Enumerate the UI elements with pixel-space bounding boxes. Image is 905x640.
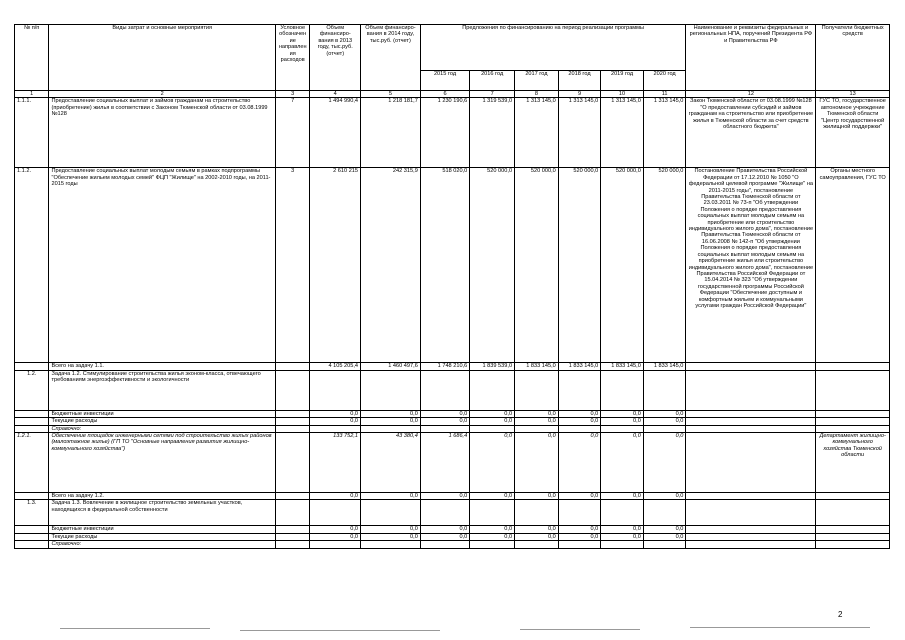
recipient-cell: ГУС ТО, государственное автономное учреждение Тюменской области "Центр государственной жилищной поддержки": [816, 98, 890, 168]
row-num: 1.1.2.: [15, 168, 49, 363]
table-row: [15, 533, 890, 540]
row-description: Обеспечение площадок инженерными сетями под строительство жилых районов (малоэтажное жилье) (ГП ТО "Основные направления развития жилищно-коммунального хозяйства"): [49, 433, 275, 493]
column-number: 13: [816, 91, 890, 98]
value-cell: 520 000,0: [601, 168, 644, 363]
value-cell: 0,0: [420, 493, 469, 500]
table-row: [15, 526, 890, 533]
value-cell: 0,0: [470, 526, 515, 533]
table-row: [15, 541, 890, 548]
value-cell: 1 833 145,0: [643, 363, 686, 370]
value-cell: 0,0: [558, 526, 601, 533]
col-header-year: 2015 год: [420, 71, 469, 91]
column-number: 1: [15, 91, 49, 98]
table-row: [15, 410, 890, 417]
value-cell: 0,0: [310, 533, 361, 540]
col-header-year: 2020 год: [643, 71, 686, 91]
col-header-types: Виды затрат и основные мероприятия: [49, 25, 275, 91]
value-cell: 0,0: [515, 493, 559, 500]
npa-cell: Закон Тюменской области от 03.08.1999 №128 "О предоставлении субсидий и займов гражданам на строительство или приобретение жилья в Тюменской области за счет средств областного бюджета": [686, 98, 816, 168]
value-cell: 0,0: [558, 433, 601, 493]
table-row-task: [15, 500, 890, 526]
value-cell: 0,0: [310, 526, 361, 533]
row-description: Задача 1.3. Вовлечение в жилищное строительство земельных участков, находящихся в федеральной собственности: [49, 500, 275, 526]
col-header-2013: Объем финансиро- вания в 2013 году, тыс.руб. (отчет): [310, 25, 361, 91]
column-number: 8: [515, 91, 559, 98]
col-header-symbol: Условное обозначен ие направлен ия расходов: [275, 25, 309, 91]
value-cell: 0,0: [558, 410, 601, 417]
value-cell: 1 460 497,6: [361, 363, 421, 370]
column-number: 5: [361, 91, 421, 98]
col-header-2014: Объем финансиро- вания в 2014 году, тыс.руб. (отчет): [361, 25, 421, 91]
column-number: 7: [470, 91, 515, 98]
table-row: [15, 433, 890, 493]
value-cell: 1 839 539,0: [470, 363, 515, 370]
value-cell: 0,0: [515, 533, 559, 540]
value-cell: 0,0: [361, 533, 421, 540]
recipient-cell: Органы местного самоуправления, ГУС ТО: [816, 168, 890, 363]
value-cell: 0,0: [558, 493, 601, 500]
table-row: [15, 425, 890, 432]
value-cell: 0,0: [558, 533, 601, 540]
col-header-npa: Наименование и реквизиты федеральных и региональных НПА, поручений Президента РФ и Правительства РФ: [686, 25, 816, 91]
column-number: 12: [686, 91, 816, 98]
value-cell: 0,0: [643, 526, 686, 533]
row-description: Справочно:: [49, 425, 275, 432]
value-cell: 0,0: [601, 410, 644, 417]
row-description: Бюджетные инвестиции: [49, 526, 275, 533]
value-cell: 0,0: [601, 526, 644, 533]
value-cell: 1 313 145,0: [643, 98, 686, 168]
row-description: Текущие расходы: [49, 533, 275, 540]
value-cell: 0,0: [420, 410, 469, 417]
value-cell: 518 020,0: [420, 168, 469, 363]
value-cell: 133 752,1: [310, 433, 361, 493]
value-cell: 0,0: [310, 418, 361, 425]
row-description: Справочно:: [49, 541, 275, 548]
value-cell: 1 748 210,6: [420, 363, 469, 370]
value-cell: 1 833 145,0: [601, 363, 644, 370]
npa-cell: Постановление Правительства Российской Федерации от 17.12.2010 № 1050 "О федеральной целевой программе "Жилище" на 2011-2015 годы", постановление Правительства Тюменской области от 23.03.2011 № 73-п "Об утверждении Положения о порядке предоставления социальных выплат молодым семьям на приобретение или строительство индивидуального жилого дома", постановление Правительства Тюменской области от 16.06.2008 № 142-п "Об утверждении Положения о порядке предоставления социальных выплат молодым семьям на приобретение жилья или строительство индивидуального жилого дома", постановление Правительства Российской Федерации от 15.04.2014 № 323 "Об утверждении государственной программы Российской Федерации "Обеспечение доступным и комфортным жильем и коммунальными услугами граждан Российской Федерации": [686, 168, 816, 363]
table-row-task: [15, 370, 890, 410]
column-number: 6: [420, 91, 469, 98]
value-cell: 0,0: [601, 493, 644, 500]
row-symbol: 3: [275, 168, 309, 363]
value-cell: 1 686,4: [420, 433, 469, 493]
value-cell: 0,0: [470, 533, 515, 540]
table-row-total: [15, 493, 890, 500]
row-description: Предоставление социальных выплат молодым семьям в рамках подпрограммы "Обеспечение жильем молодых семей" ФЦП "Жилище" на 2002-2010 годы, на 2011-2015 годы: [49, 168, 275, 363]
scan-artifact: [690, 627, 870, 628]
col-header-year: 2019 год: [601, 71, 644, 91]
value-cell: 0,0: [420, 418, 469, 425]
value-cell: 0,0: [515, 433, 559, 493]
scan-artifact: [60, 628, 210, 629]
table-row: [15, 418, 890, 425]
value-cell: 1 230 190,6: [420, 98, 469, 168]
col-header-year: 2017 год: [515, 71, 559, 91]
value-cell: 1 313 145,0: [601, 98, 644, 168]
row-num: 1.3.: [15, 500, 49, 526]
row-description: Всего на задачу 1.1.: [49, 363, 275, 370]
column-number: 3: [275, 91, 309, 98]
row-num: 1.1.1.: [15, 98, 49, 168]
value-cell: 0,0: [470, 418, 515, 425]
col-header-recipient: Получатели бюджетных средств: [816, 25, 890, 91]
value-cell: 0,0: [558, 418, 601, 425]
value-cell: 0,0: [361, 418, 421, 425]
value-cell: 0,0: [470, 433, 515, 493]
value-cell: 1 833 145,0: [515, 363, 559, 370]
value-cell: 1 319 539,0: [470, 98, 515, 168]
value-cell: 0,0: [470, 410, 515, 417]
value-cell: 0,0: [420, 533, 469, 540]
scan-artifact: [240, 630, 440, 631]
column-number: 10: [601, 91, 644, 98]
column-number: 11: [643, 91, 686, 98]
value-cell: 0,0: [643, 418, 686, 425]
row-num: 1.2.1.: [15, 433, 49, 493]
table-row: [15, 98, 890, 168]
value-cell: 0,0: [420, 526, 469, 533]
column-number-row: [15, 91, 890, 98]
value-cell: 0,0: [310, 410, 361, 417]
column-number: 4: [310, 91, 361, 98]
col-header-num: № п/п: [15, 25, 49, 91]
table-row: [15, 168, 890, 363]
value-cell: 0,0: [470, 493, 515, 500]
row-num: 1.2.: [15, 370, 49, 410]
value-cell: 242 315,9: [361, 168, 421, 363]
value-cell: 0,0: [643, 533, 686, 540]
value-cell: 0,0: [515, 418, 559, 425]
value-cell: 0,0: [361, 526, 421, 533]
value-cell: 0,0: [643, 433, 686, 493]
value-cell: 0,0: [361, 410, 421, 417]
value-cell: 1 313 145,0: [515, 98, 559, 168]
row-description: Предоставление социальных выплат и займов гражданам на строительство (приобретение) жилья в соответствии с Законом Тюменской области от 03.08.1999 №128: [49, 98, 275, 168]
page-number: 2: [838, 610, 843, 619]
column-number: 2: [49, 91, 275, 98]
value-cell: 43 380,4: [361, 433, 421, 493]
value-cell: 520 000,0: [515, 168, 559, 363]
financing-table: [14, 24, 890, 549]
value-cell: 0,0: [601, 533, 644, 540]
col-header-year: 2018 год: [558, 71, 601, 91]
value-cell: 0,0: [361, 493, 421, 500]
value-cell: 0,0: [310, 493, 361, 500]
scan-artifact: [520, 629, 640, 630]
table-row-total: [15, 363, 890, 370]
value-cell: 1 218 181,7: [361, 98, 421, 168]
value-cell: 4 105 205,4: [310, 363, 361, 370]
value-cell: 0,0: [643, 410, 686, 417]
value-cell: 1 313 145,0: [558, 98, 601, 168]
value-cell: 0,0: [643, 493, 686, 500]
col-header-year: 2016 год: [470, 71, 515, 91]
row-description: Бюджетные инвестиции: [49, 410, 275, 417]
row-description: Задача 1.2. Стимулирование строительства жилья эконом-класса, отвечающего требованиям энергоэффективности и экологичности: [49, 370, 275, 410]
value-cell: 520 000,0: [643, 168, 686, 363]
column-number: 9: [558, 91, 601, 98]
col-header-proposals: Предложения по финансированию на период реализации программы: [420, 25, 686, 71]
row-description: Текущие расходы: [49, 418, 275, 425]
value-cell: 520 000,0: [470, 168, 515, 363]
value-cell: 0,0: [515, 526, 559, 533]
value-cell: 0,0: [601, 433, 644, 493]
value-cell: 520 000,0: [558, 168, 601, 363]
value-cell: 1 833 145,0: [558, 363, 601, 370]
value-cell: 0,0: [515, 410, 559, 417]
value-cell: 0,0: [601, 418, 644, 425]
value-cell: 1 494 990,4: [310, 98, 361, 168]
value-cell: 2 610 215: [310, 168, 361, 363]
recipient-cell: Департамент жилищно-коммунального хозяйства Тюменской области: [816, 433, 890, 493]
row-description: Всего на задачу 1.2.: [49, 493, 275, 500]
row-symbol: 7: [275, 98, 309, 168]
